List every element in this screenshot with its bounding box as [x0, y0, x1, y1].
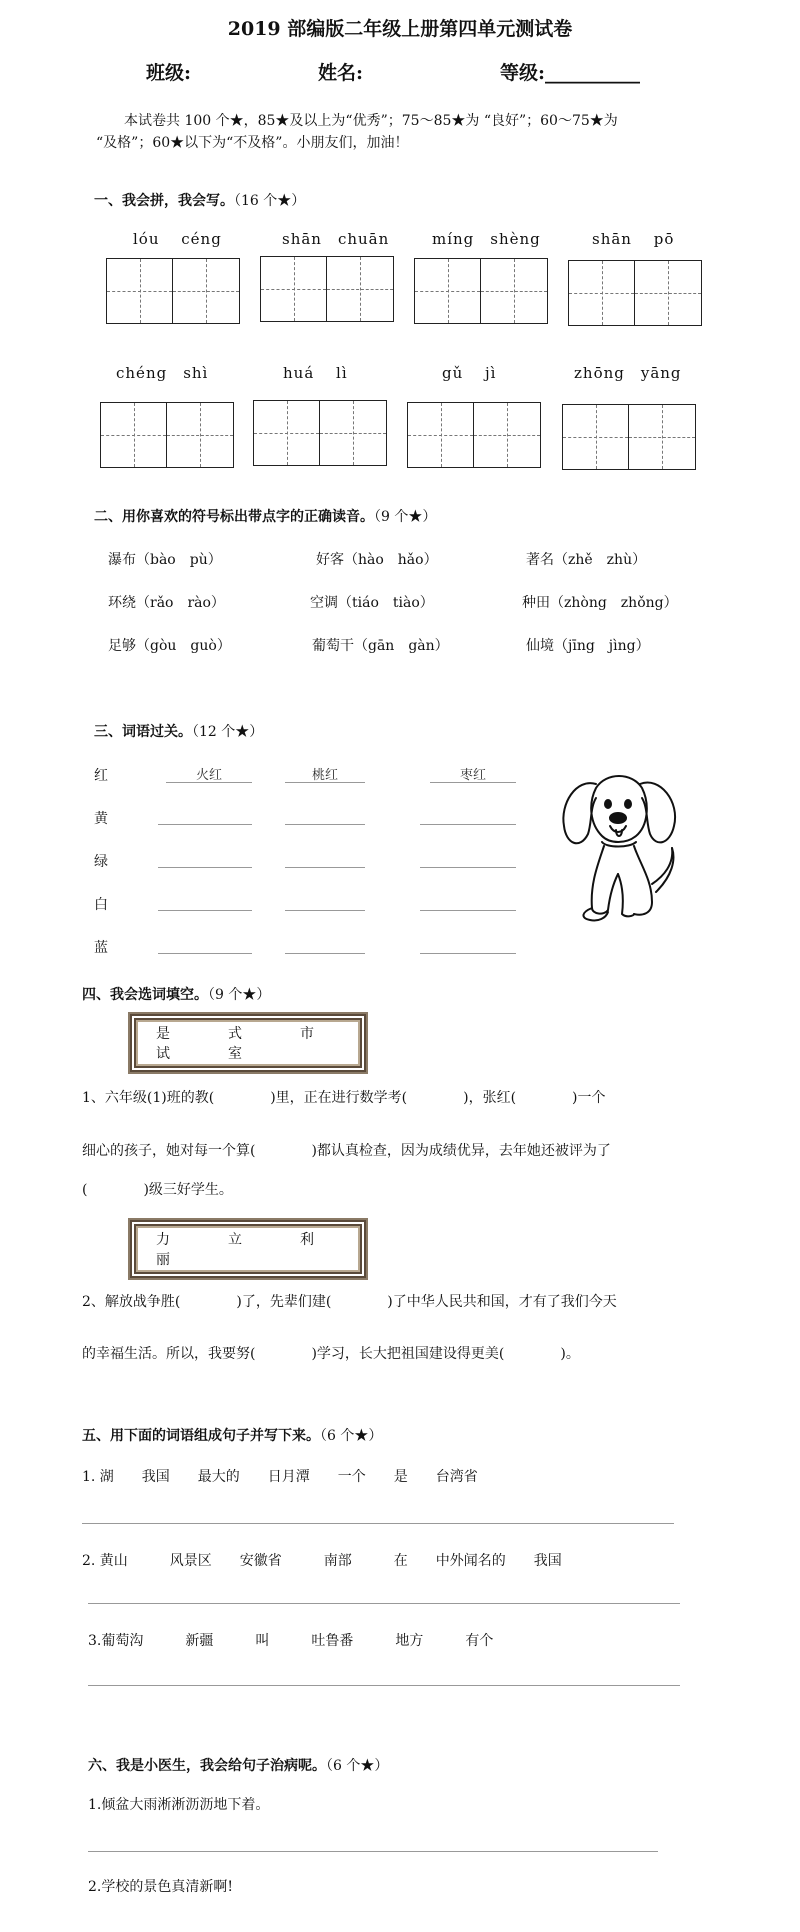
reading-item[interactable]: 好客（hào hǎo） [316, 552, 438, 568]
writing-box-5[interactable] [100, 402, 234, 468]
q6-2-sentence: 2.学校的景色真清新啊! [88, 1879, 233, 1895]
intro-line-1: 本试卷共 100 个★，85★及以上为“优秀”；75～85★为 “良好”；60～75★为 [124, 113, 618, 129]
reading-item[interactable]: 瀑布（bào pù） [108, 552, 222, 568]
q4-2-line-1: 2、解放战争胜( )了，先辈们建( )了中华人民共和国，才有了我们今天 [82, 1294, 617, 1310]
q4-1-line-3: ( )级三好学生。 [82, 1182, 233, 1198]
color-label-blue: 蓝 [94, 940, 108, 956]
reading-item[interactable]: 足够（gòu guò） [108, 638, 231, 654]
answer-line[interactable] [88, 1850, 658, 1852]
pinyin-1-2: shān chuān [282, 230, 390, 248]
q5-1-words: 1. 湖 我国 最大的 日月潭 一个 是 台湾省 [82, 1469, 478, 1485]
grade-label: 等级:__________ [500, 62, 641, 84]
word-choice-box-2: 力 立 利 丽 [130, 1220, 366, 1278]
section6-title [88, 1755, 388, 1775]
example-word-1: 火红 [166, 764, 252, 783]
color-label-green: 绿 [94, 854, 108, 870]
answer-blank[interactable] [420, 849, 516, 868]
section5-points: （6 个★） [320, 1428, 383, 1444]
section2-points: （9 个★） [374, 509, 437, 525]
dog-illustration [556, 764, 684, 924]
q4-1-line-2: 细心的孩子，她对每一个算( )都认真检查，因为成绩优异，去年她还被评为了 [82, 1143, 611, 1159]
section5-title-text: 五、用下面的词语组成句子并写下来。 [82, 1428, 320, 1444]
section6-points: （6 个★） [326, 1758, 389, 1774]
reading-item[interactable]: 空调（tiáo tiào） [310, 595, 434, 611]
color-label-yellow: 黄 [94, 811, 108, 827]
pinyin-1-4: shān pō [592, 230, 675, 248]
color-label-red: 红 [94, 768, 108, 784]
answer-blank[interactable] [285, 849, 365, 868]
reading-item[interactable]: 环绕（rǎo rào） [108, 595, 225, 611]
page-title: 2019 部编版二年级上册第四单元测试卷 [227, 18, 573, 40]
section1-title-text: 一、我会拼，我会写。 [94, 193, 234, 209]
intro-line-2: “及格”；60★以下为“不及格”。小朋友们，加油！ [96, 135, 409, 151]
section4-points: （9 个★） [208, 987, 271, 1003]
example-word-3: 枣红 [430, 764, 516, 783]
q6-1-sentence: 1.倾盆大雨淅淅沥沥地下着。 [88, 1797, 270, 1813]
class-label: 班级: [146, 62, 192, 84]
pinyin-1-3: míng shèng [432, 230, 541, 248]
writing-box-8[interactable] [562, 404, 696, 470]
section3-points: （12 个★） [192, 724, 264, 740]
section3-title [94, 721, 263, 741]
answer-blank[interactable] [158, 935, 252, 954]
answer-blank[interactable] [285, 892, 365, 911]
section2-title-text: 二、用你喜欢的符号标出带点字的正确读音。 [94, 509, 374, 525]
section2-title [94, 506, 436, 526]
q4-1-line-1: 1、六年级(1)班的教( )里，正在进行数学考( )，张红( )一个 [82, 1090, 606, 1106]
answer-blank[interactable] [285, 935, 365, 954]
writing-box-2[interactable] [260, 256, 394, 322]
reading-item[interactable]: 葡萄干（gān gàn） [312, 638, 449, 654]
answer-line[interactable] [88, 1684, 680, 1686]
answer-blank[interactable] [420, 892, 516, 911]
answer-blank[interactable] [420, 935, 516, 954]
pinyin-2-3: gǔ jì [442, 364, 497, 382]
q5-2-words: 2. 黄山 风景区 安徽省 南部 在 中外闻名的 我国 [82, 1553, 562, 1569]
reading-item[interactable]: 种田（zhòng zhǒng） [522, 595, 678, 611]
answer-blank[interactable] [420, 806, 516, 825]
answer-blank[interactable] [158, 806, 252, 825]
section1-title [94, 190, 305, 210]
writing-box-6[interactable] [253, 400, 387, 466]
q5-3-words: 3.葡萄沟 新疆 叫 吐鲁番 地方 有个 [88, 1633, 494, 1649]
answer-blank[interactable] [158, 892, 252, 911]
writing-box-1[interactable] [106, 258, 240, 324]
color-label-white: 白 [94, 897, 108, 913]
writing-box-4[interactable] [568, 260, 702, 326]
reading-item[interactable]: 著名（zhě zhù） [526, 552, 647, 568]
section5-title [82, 1425, 382, 1445]
answer-line[interactable] [82, 1522, 674, 1524]
section4-title-text: 四、我会选词填空。 [82, 987, 208, 1003]
section4-title [82, 984, 270, 1004]
section6-title-text: 六、我是小医生，我会给句子治病呢。 [88, 1758, 326, 1774]
pinyin-2-4: zhōng yāng [574, 364, 682, 382]
answer-blank[interactable] [285, 806, 365, 825]
word-choice-box-1: 是 式 市 试 室 [130, 1014, 366, 1072]
writing-box-7[interactable] [407, 402, 541, 468]
section3-title-text: 三、词语过关。 [94, 724, 192, 740]
section1-points: （16 个★） [234, 193, 306, 209]
example-word-2: 桃红 [285, 764, 365, 783]
name-label: 姓名: [318, 62, 364, 84]
answer-blank[interactable] [158, 849, 252, 868]
writing-box-3[interactable] [414, 258, 548, 324]
reading-item[interactable]: 仙境（jīng jìng） [526, 638, 650, 654]
pinyin-1-1: lóu céng [133, 230, 222, 248]
answer-line[interactable] [88, 1602, 680, 1604]
pinyin-2-1: chéng shì [116, 364, 209, 382]
pinyin-2-2: huá lì [283, 364, 348, 382]
q4-2-line-2: 的幸福生活。所以，我要努( )学习，长大把祖国建设得更美( )。 [82, 1346, 580, 1362]
